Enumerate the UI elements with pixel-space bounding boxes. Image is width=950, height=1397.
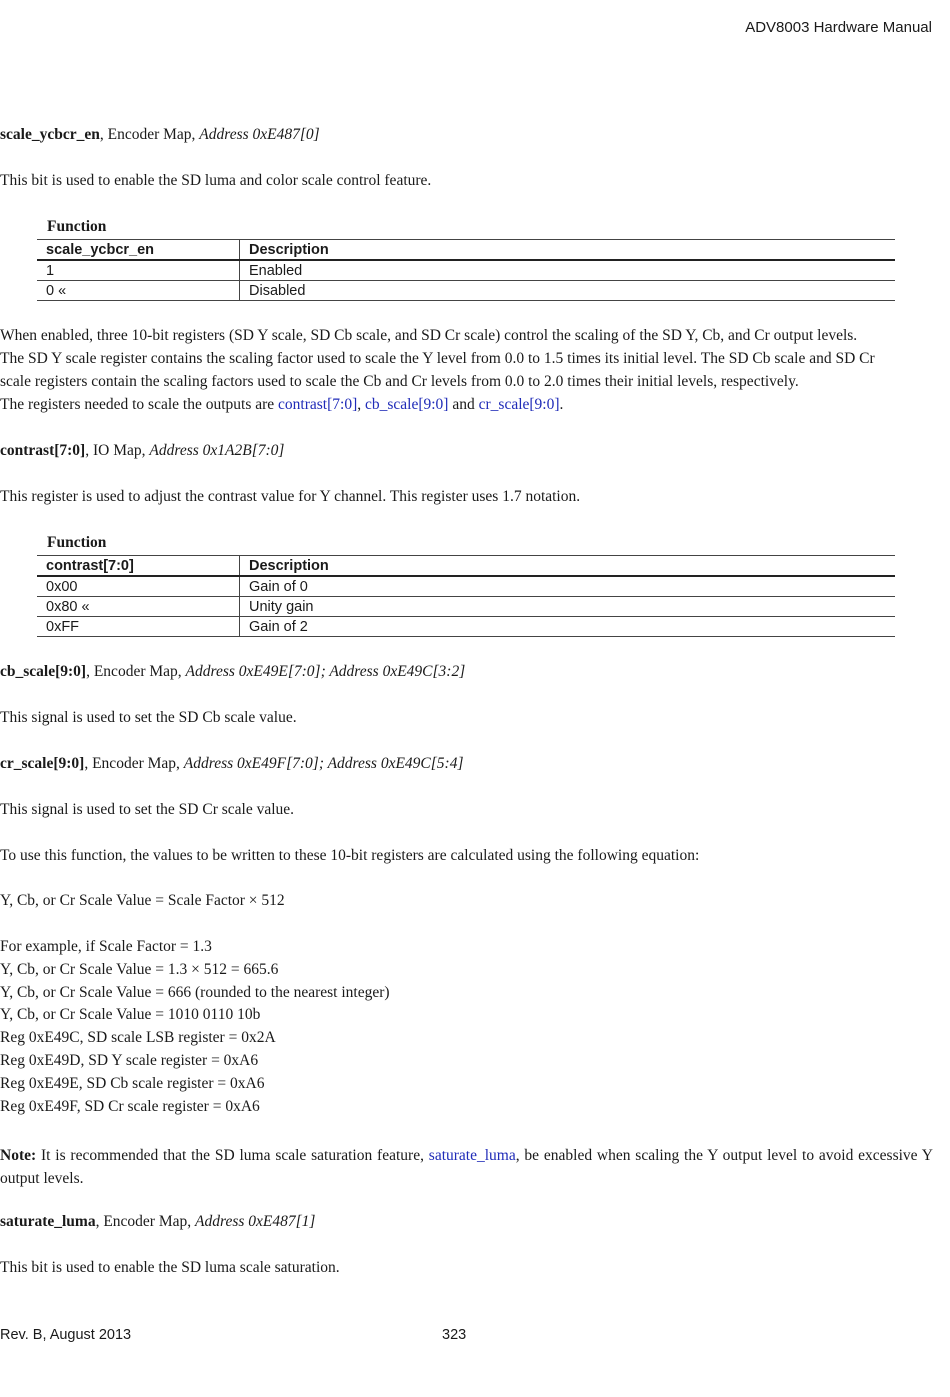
register-name: scale_ycbcr_en [0, 126, 100, 143]
register-name: cb_scale[9:0] [0, 663, 87, 680]
body-text-line: When enabled, three 10-bit registers (SD Y scale, SD Cb scale, and SD Cr scale) control the scaling of the SD Y, Cb, and Cr output levels. [0, 327, 858, 344]
table-header-cell: scale_ycbcr_en [37, 240, 240, 261]
table-row [37, 281, 895, 301]
register-address: Address 0xE49F[7:0]; Address 0xE49C[5:4] [183, 755, 464, 772]
table-header-cell: Description [240, 240, 896, 261]
example-line: Reg 0xE49D, SD Y scale register = 0xA6 [0, 1052, 259, 1069]
note-text: It is recommended that the SD luma scale saturation feature, [36, 1147, 429, 1164]
table-cell: 0 « [37, 281, 240, 301]
note-text: , be enabled when scaling the Y output level to avoid excessive Y output levels. [0, 1147, 933, 1187]
register-map: , IO Map, [85, 442, 150, 459]
table-row [37, 597, 895, 617]
link-cb-scale[interactable]: cb_scale[9:0] [364, 396, 449, 413]
register-description: This bit is used to enable the SD luma and color scale control feature. [0, 172, 432, 189]
link-saturate-luma[interactable]: saturate_luma [428, 1147, 516, 1164]
register-map: , Encoder Map, [95, 1213, 196, 1230]
table-row [37, 576, 895, 597]
footer-page-number: 323 [442, 1327, 467, 1343]
table-header-cell: contrast[7:0] [37, 556, 240, 577]
document-header-title: ADV8003 Hardware Manual [745, 19, 932, 36]
register-name: cr_scale[9:0] [0, 755, 85, 772]
example-line: Y, Cb, or Cr Scale Value = 1.3 × 512 = 665.6 [0, 961, 279, 978]
separator: . [559, 396, 564, 413]
register-description: This bit is used to enable the SD luma scale saturation. [0, 1259, 340, 1276]
register-heading-saturate-luma [0, 1213, 315, 1231]
register-map: , Encoder Map, [84, 755, 184, 772]
table-cell: Gain of 0 [240, 576, 896, 597]
register-address: Address 0x1A2B[7:0] [149, 442, 285, 459]
function-table-contrast [37, 555, 895, 637]
body-text: The registers needed to scale the outputs are [0, 396, 279, 413]
table-cell: 1 [37, 260, 240, 281]
function-table-title: Function [47, 218, 107, 235]
example-line: Y, Cb, or Cr Scale Value = 1010 0110 10b [0, 1006, 261, 1023]
register-heading-contrast [0, 442, 284, 460]
function-table-title: Function [47, 534, 107, 551]
note-label: Note: [0, 1147, 37, 1164]
body-text-line: The SD Y scale register contains the scaling factor used to scale the Y level from 0.0 to 1.5 times its initial level. The SD Cb scale and SD Cr [0, 350, 875, 367]
register-address: Address 0xE487[0] [199, 126, 320, 143]
note-paragraph [0, 1144, 933, 1190]
example-line: Y, Cb, or Cr Scale Value = 666 (rounded to the nearest integer) [0, 984, 390, 1001]
register-description: This signal is used to set the SD Cb scale value. [0, 709, 297, 726]
body-text-line: scale registers contain the scaling factors used to scale the Cb and Cr levels from 0.0 to 2.0 times their initial levels, respectively. [0, 373, 799, 390]
table-cell: 0xFF [37, 617, 240, 637]
table-cell: Gain of 2 [240, 617, 896, 637]
register-address: Address 0xE487[1] [195, 1213, 316, 1230]
table-cell: Enabled [240, 260, 896, 281]
register-heading-cr-scale [0, 755, 463, 773]
function-table-scale-ycbcr-en [37, 239, 895, 301]
register-name: saturate_luma [0, 1213, 96, 1230]
register-description: This register is used to adjust the contrast value for Y channel. This register uses 1.7 notation. [0, 488, 581, 505]
register-address: Address 0xE49E[7:0]; Address 0xE49C[3:2] [185, 663, 466, 680]
register-heading-scale-ycbcr-en [0, 126, 320, 144]
table-cell: Disabled [240, 281, 896, 301]
table-cell: Unity gain [240, 597, 896, 617]
register-description: This signal is used to set the SD Cr scale value. [0, 801, 295, 818]
table-row [37, 617, 895, 637]
example-line: Reg 0xE49F, SD Cr scale register = 0xA6 [0, 1098, 260, 1115]
example-line: Reg 0xE49C, SD scale LSB register = 0x2A [0, 1029, 276, 1046]
footer-revision: Rev. B, August 2013 [0, 1327, 132, 1343]
register-heading-cb-scale [0, 663, 465, 681]
body-text-line [0, 396, 563, 414]
link-cr-scale[interactable]: cr_scale[9:0] [478, 396, 560, 413]
table-row [37, 260, 895, 281]
register-map: , Encoder Map, [86, 663, 186, 680]
example-line: For example, if Scale Factor = 1.3 [0, 938, 212, 955]
equation-intro: To use this function, the values to be written to these 10-bit registers are calculated using the following equation: [0, 847, 700, 864]
separator: , [357, 396, 365, 413]
register-map: , Encoder Map, [99, 126, 200, 143]
register-name: contrast[7:0] [0, 442, 86, 459]
separator: and [448, 396, 479, 413]
link-contrast[interactable]: contrast[7:0] [278, 396, 358, 413]
example-line: Reg 0xE49E, SD Cb scale register = 0xA6 [0, 1075, 265, 1092]
table-header-cell: Description [240, 556, 896, 577]
table-cell: 0x80 « [37, 597, 240, 617]
equation-formula: Y, Cb, or Cr Scale Value = Scale Factor × 512 [0, 892, 285, 909]
table-cell: 0x00 [37, 576, 240, 597]
